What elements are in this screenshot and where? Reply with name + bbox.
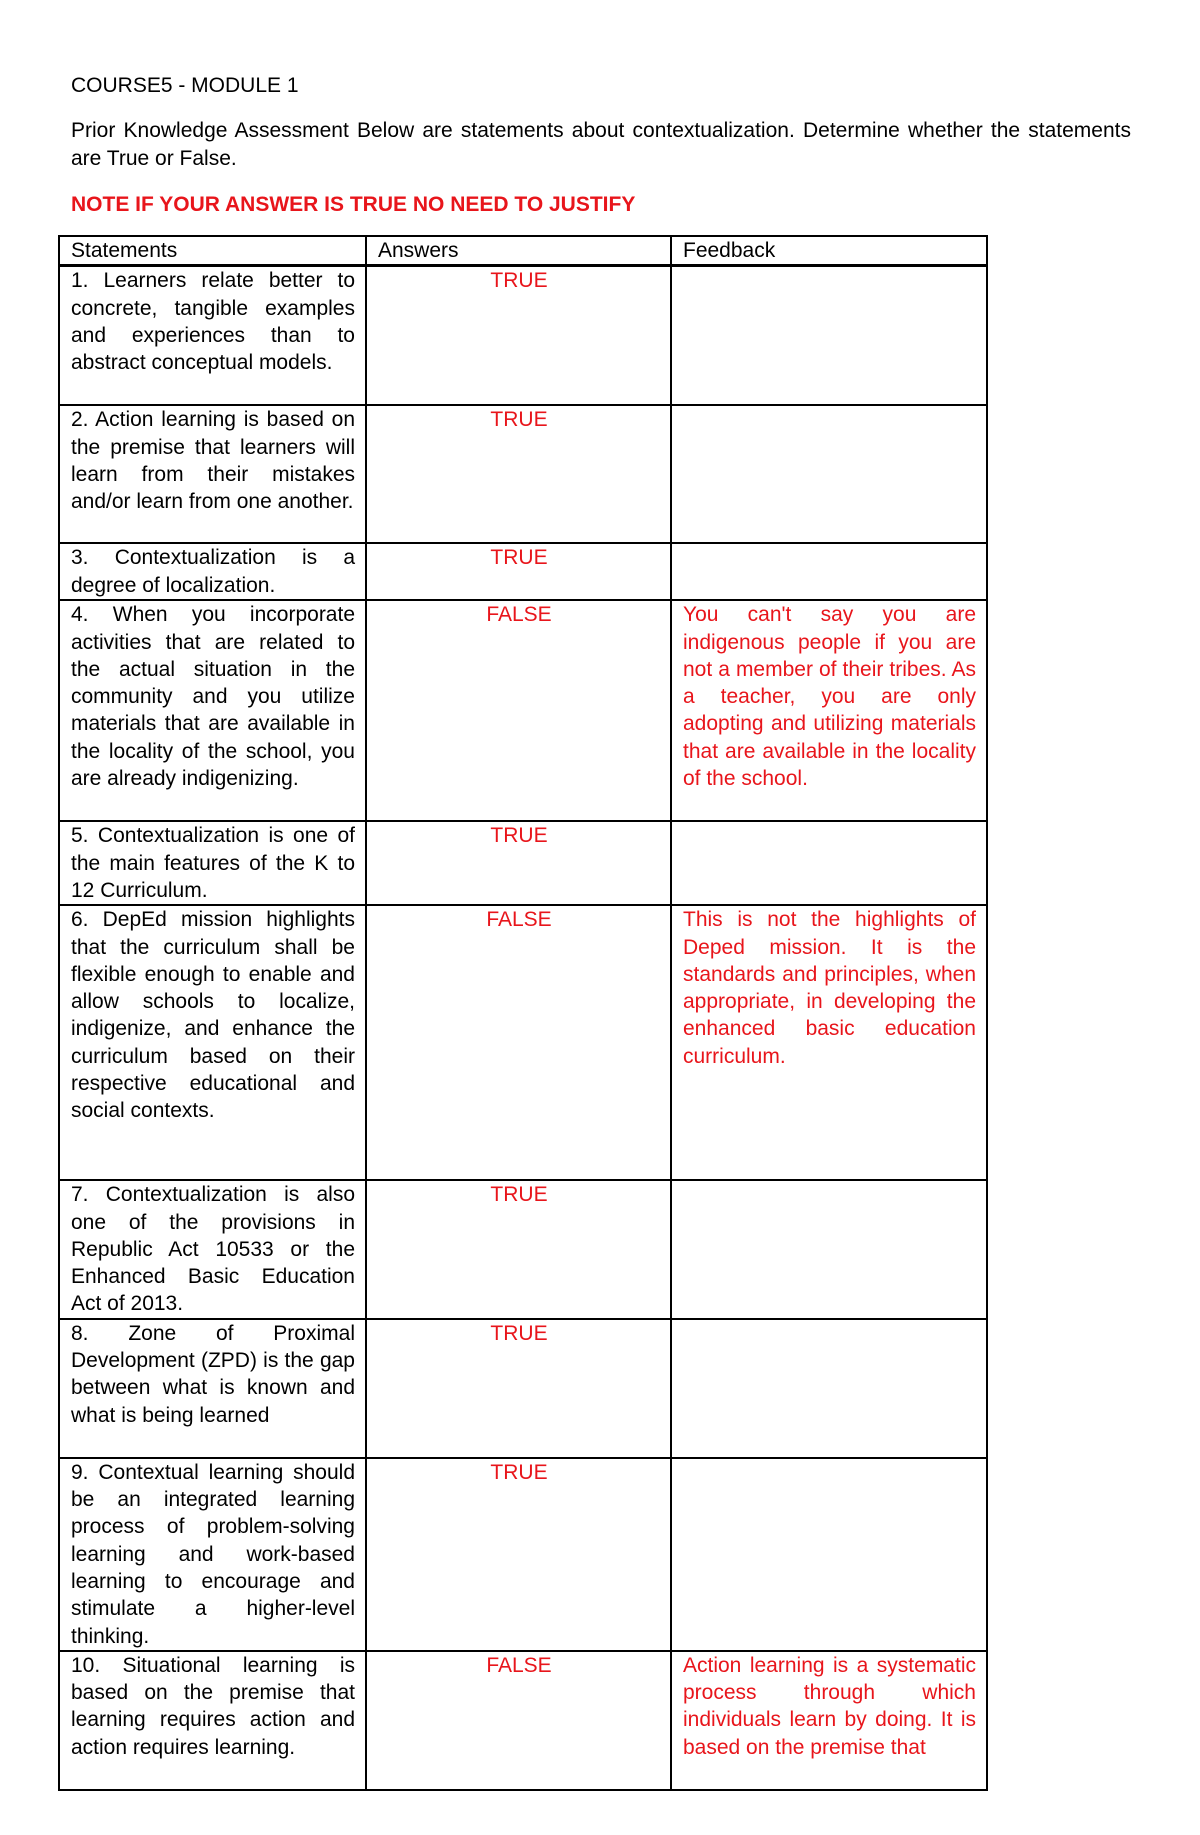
table-row — [59, 1319, 987, 1458]
answer-cell: TRUE — [366, 1180, 671, 1318]
statement-cell: 10. Situational learning is based on the premise that learning requires action and action requires learning. — [59, 1651, 366, 1790]
course-title: COURSE5 - MODULE 1 — [71, 74, 299, 97]
statement-cell: 3. Contextualization is a degree of localization. — [59, 543, 366, 600]
answer-cell: FALSE — [366, 905, 671, 1180]
header-answers: Answers — [366, 236, 671, 266]
table-row — [59, 1651, 987, 1790]
feedback-cell — [671, 543, 987, 600]
answer-cell: TRUE — [366, 543, 671, 600]
feedback-cell: Action learning is a systematic process through which individuals learn by doing. It is based on the premise that — [671, 1651, 987, 1790]
statement-cell: 1. Learners relate better to concrete, tangible examples and experiences than to abstract conceptual models. — [59, 266, 366, 406]
table-header-row — [59, 236, 987, 266]
answer-cell: TRUE — [366, 821, 671, 905]
table-row — [59, 821, 987, 905]
feedback-cell — [671, 1458, 987, 1651]
feedback-cell: You can't say you are indigenous people if you are not a member of their tribes. As a teacher, you are only adopting and utilizing materials that are available in the locality of the school. — [671, 600, 987, 821]
assessment-table — [58, 235, 988, 1791]
statement-cell: 5. Contextualization is one of the main features of the K to 12 Curriculum. — [59, 821, 366, 905]
table-row — [59, 543, 987, 600]
statement-cell: 9. Contextual learning should be an integrated learning process of problem-solving learning and work-based learning to encourage and stimulate a higher-level thinking. — [59, 1458, 366, 1651]
answer-cell: TRUE — [366, 405, 671, 543]
header-feedback: Feedback — [671, 236, 987, 266]
feedback-cell: This is not the highlights of Deped mission. It is the standards and principles, when appropriate, in developing the enhanced basic education curriculum. — [671, 905, 987, 1180]
feedback-cell — [671, 821, 987, 905]
table-row — [59, 600, 987, 821]
statement-cell: 4. When you incorporate activities that are related to the actual situation in the community and you utilize materials that are available in the locality of the school, you are already indigenizing. — [59, 600, 366, 821]
table-row — [59, 1180, 987, 1318]
feedback-cell — [671, 266, 987, 406]
table-row — [59, 405, 987, 543]
answer-cell: FALSE — [366, 600, 671, 821]
answer-cell: FALSE — [366, 1651, 671, 1790]
statement-cell: 8. Zone of Proximal Development (ZPD) is the gap between what is known and what is being learned — [59, 1319, 366, 1458]
feedback-cell — [671, 1180, 987, 1318]
statement-cell: 6. DepEd mission highlights that the curriculum shall be flexible enough to enable and allow schools to localize, indigenize, and enhance the curriculum based on their respective educational and social contexts. — [59, 905, 366, 1180]
note-text: NOTE IF YOUR ANSWER IS TRUE NO NEED TO JUSTIFY — [71, 193, 636, 216]
header-statements: Statements — [59, 236, 366, 266]
statement-cell: 7. Contextualization is also one of the provisions in Republic Act 10533 or the Enhanced Basic Education Act of 2013. — [59, 1180, 366, 1318]
answer-cell: TRUE — [366, 1319, 671, 1458]
statement-cell: 2. Action learning is based on the premise that learners will learn from their mistakes and/or learn from one another. — [59, 405, 366, 543]
feedback-cell — [671, 1319, 987, 1458]
feedback-cell — [671, 405, 987, 543]
answer-cell: TRUE — [366, 266, 671, 406]
table-row — [59, 1458, 987, 1651]
answer-cell: TRUE — [366, 1458, 671, 1651]
table-row — [59, 905, 987, 1180]
instructions-text: Prior Knowledge Assessment Below are statements about contextualization. Determine whether the statements are True or False. — [71, 119, 1131, 170]
table-row — [59, 266, 987, 406]
